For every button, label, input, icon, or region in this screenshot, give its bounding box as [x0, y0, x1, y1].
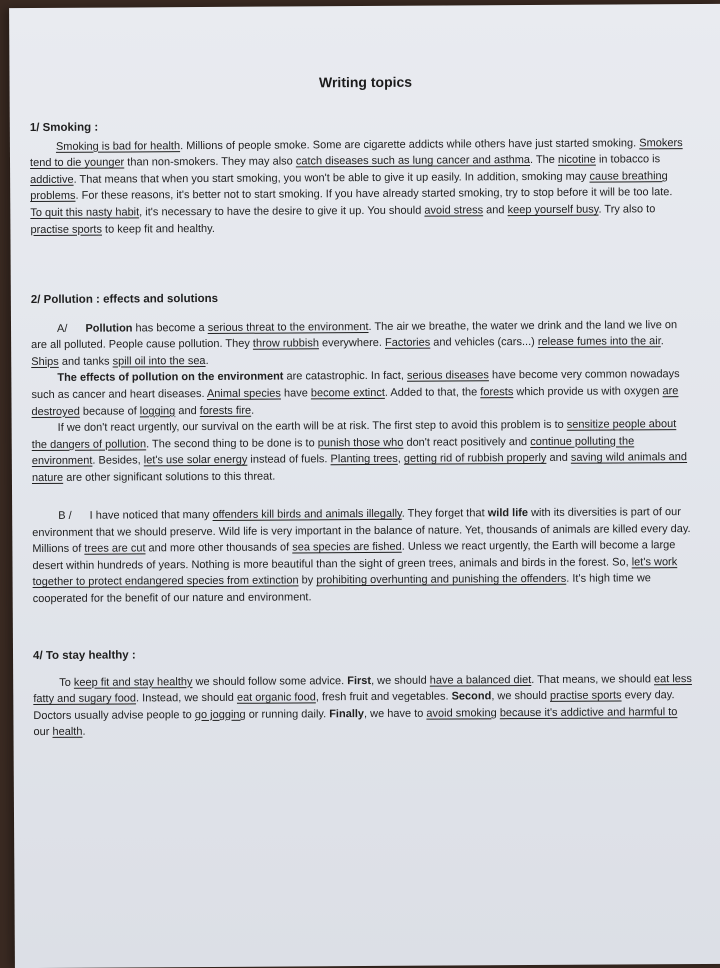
text-run: everywhere.	[318, 337, 386, 350]
text-run: To	[59, 676, 74, 689]
underlined-phrase: offenders kill birds and animals illegally	[212, 507, 402, 521]
text-run: have become very common nowadays such as cancer and heart diseases.	[31, 368, 680, 402]
paragraph	[33, 671, 693, 741]
text-run: because of	[79, 404, 140, 418]
underlined-phrase: Ships	[31, 355, 59, 368]
section-heading: 1/ Smoking :	[29, 121, 99, 135]
text-run: than non-smokers. They may also	[124, 155, 296, 169]
underlined-phrase: serious diseases	[406, 369, 489, 383]
text-run: have	[280, 387, 311, 400]
text-run: .	[82, 726, 86, 739]
underlined-phrase: Planting trees	[330, 453, 398, 466]
text-run: our	[33, 726, 53, 739]
underlined-phrase: spill oil into the sea	[112, 354, 206, 368]
underlined-phrase: sensitize people about the dangers of pollution	[31, 418, 677, 451]
underlined-phrase: punish those who	[317, 436, 404, 450]
text-run: are catastrophic. In fact,	[283, 370, 408, 383]
bold-phrase: Pollution	[85, 322, 133, 335]
text-run: . Instead, we should	[135, 691, 237, 705]
text-run: and	[546, 452, 571, 465]
text-run: . The	[529, 154, 558, 167]
underlined-phrase: release fumes into the air	[537, 335, 661, 349]
text-run: I have noticed that many	[89, 508, 213, 522]
text-run: every day. Doctors usually advise people to	[33, 689, 675, 722]
text-run: . Millions of people smoke. Some are cigarette addicts while others have just started smoking.	[180, 136, 640, 152]
text-run: and	[175, 404, 200, 417]
paragraph-label: A/	[56, 322, 68, 335]
text-run: and more other thousands of	[145, 541, 293, 555]
underlined-phrase: have a balanced diet	[429, 673, 532, 687]
underlined-phrase: getting rid of rubbish properly	[403, 452, 547, 466]
text-run: . That means, we should	[531, 672, 655, 686]
text-run: , we should	[371, 674, 430, 687]
text-run: has become a	[132, 321, 208, 335]
underlined-phrase: let's use solar energy	[143, 454, 248, 467]
section-heading: 4/ To stay healthy :	[32, 649, 136, 663]
underlined-phrase: prohibiting overhunting and punishing the offenders	[316, 573, 567, 587]
underlined-phrase: continue polluting the environment	[31, 435, 635, 468]
text-run: by	[298, 574, 317, 587]
underlined-phrase: eat organic food	[236, 691, 316, 704]
text-run: don't react positively and	[403, 435, 531, 449]
paragraph	[30, 201, 690, 238]
section-wildlife	[32, 504, 693, 608]
text-run: or running daily.	[245, 708, 330, 721]
paragraph	[31, 317, 691, 371]
bold-phrase: wild life	[487, 507, 529, 520]
text-run: and vehicles (cars...)	[430, 336, 538, 349]
text-run: , it's necessary to have the desire to give it up. You should	[139, 204, 425, 219]
underlined-phrase: To quit this nasty habit	[30, 206, 140, 220]
text-run: , we have to	[363, 707, 427, 720]
paragraph-label: B /	[58, 509, 72, 522]
text-run: and tanks	[58, 355, 113, 368]
section-smoking	[30, 116, 691, 238]
paragraph	[32, 416, 692, 486]
worksheet-page	[9, 4, 720, 968]
text-run: .	[251, 404, 255, 417]
section-pollution	[31, 288, 692, 487]
underlined-phrase: Smokers tend to die younger	[29, 136, 683, 170]
underlined-phrase: keep yourself busy	[507, 203, 599, 217]
underlined-phrase: Smoking is bad for health	[55, 139, 181, 153]
text-run: If we don't react urgently, our survival on the earth will be at risk. The first step to avoid this problem is to	[57, 418, 567, 435]
text-run: .	[205, 354, 209, 367]
underlined-phrase: eat less fatty and sugary food	[33, 672, 692, 706]
underlined-phrase: practise sports	[30, 223, 102, 236]
underlined-phrase: trees are cut	[84, 542, 146, 555]
text-run: to keep fit and healthy.	[101, 222, 215, 236]
page-title: Writing topics	[318, 73, 413, 91]
underlined-phrase: let's work together to protect endangered species from extinction	[32, 555, 678, 589]
underlined-phrase: forests fire	[199, 404, 252, 417]
underlined-phrase: avoid stress	[424, 204, 484, 217]
text-run: . That means that when you start smoking, you won't be able to give it up easily. In addition, smoking may	[73, 170, 590, 186]
underlined-phrase: cause breathing problems	[30, 169, 668, 203]
bold-phrase: Finally	[329, 707, 365, 721]
text-run: ,	[397, 453, 404, 466]
section-heading: 2/ Pollution : effects and solutions	[30, 292, 219, 307]
text-run: with its diversities is part of our environment that we should preserve. Wild life is very important in the balance of nature. Yet, thousands of animals are killed every day. Millions of	[32, 506, 691, 556]
underlined-phrase: sea species are fished	[292, 540, 402, 554]
text-run: . The second thing to be done is to	[146, 437, 318, 451]
underlined-phrase: saving wild animals and nature	[31, 451, 688, 484]
underlined-phrase: health	[52, 726, 83, 739]
bold-phrase: First	[347, 674, 372, 687]
text-run: which provide us with oxygen	[513, 385, 663, 399]
underlined-phrase: logging	[139, 404, 176, 417]
underlined-phrase: keep fit and stay healthy	[73, 675, 193, 689]
underlined-phrase: Factories	[384, 336, 431, 350]
text-run: . Added to that, the	[384, 386, 481, 399]
text-run: . They forget that	[401, 507, 488, 520]
section-healthy	[33, 644, 694, 741]
underlined-phrase: are destroyed	[31, 385, 679, 418]
text-run: we should follow some advice.	[192, 674, 348, 688]
text-run: . It's high time we cooperated for the benefit of our nature and environment.	[32, 572, 651, 606]
text-run: . Unless we react urgently, the Earth will become a large desert within hundreds of years. Nothing is more beautiful than the sight of green trees, animals and birds in the forest. So,	[32, 539, 676, 572]
text-run: . Besides,	[92, 454, 144, 468]
text-run: in tobacco is	[595, 153, 661, 166]
underlined-phrase: nicotine	[557, 153, 596, 167]
paragraph	[31, 366, 691, 420]
underlined-phrase: serious threat to the environment	[207, 320, 369, 334]
underlined-phrase: because it's addictive and harmful to	[499, 705, 678, 719]
text-run: .	[660, 335, 664, 348]
bold-phrase: The effects of pollution on the environment	[57, 370, 284, 385]
underlined-phrase: Animal species	[206, 387, 281, 400]
underlined-phrase: practise sports	[549, 689, 622, 703]
bold-phrase: Second	[451, 690, 492, 703]
underlined-phrase: catch diseases such as lung cancer and asthma	[295, 154, 531, 168]
underlined-phrase: throw rubbish	[252, 337, 319, 350]
text-run: . For these reasons, it's better not to start smoking. If you have already started smoking, try to stop before it will be too late.	[75, 186, 673, 203]
underlined-phrase: forests	[480, 386, 514, 399]
text-run: . Try also to	[598, 203, 656, 216]
text-run: , fresh fruit and vegetables.	[315, 690, 452, 704]
text-run: and	[483, 204, 508, 217]
paragraph	[32, 504, 693, 608]
text-run: , we should	[491, 690, 551, 703]
paragraph	[30, 135, 690, 205]
underlined-phrase: go jogging	[194, 708, 246, 721]
underlined-phrase: avoid smoking	[426, 706, 497, 720]
underlined-phrase: addictive	[30, 173, 74, 186]
text-run: instead of fuels.	[247, 453, 331, 467]
text-run: are other significant solutions to this threat.	[63, 470, 276, 484]
underlined-phrase: become extinct	[310, 386, 385, 400]
text-run: . The air we breathe, the water we drink and the land we live on are all polluted. People cause pollution. They	[31, 318, 678, 352]
